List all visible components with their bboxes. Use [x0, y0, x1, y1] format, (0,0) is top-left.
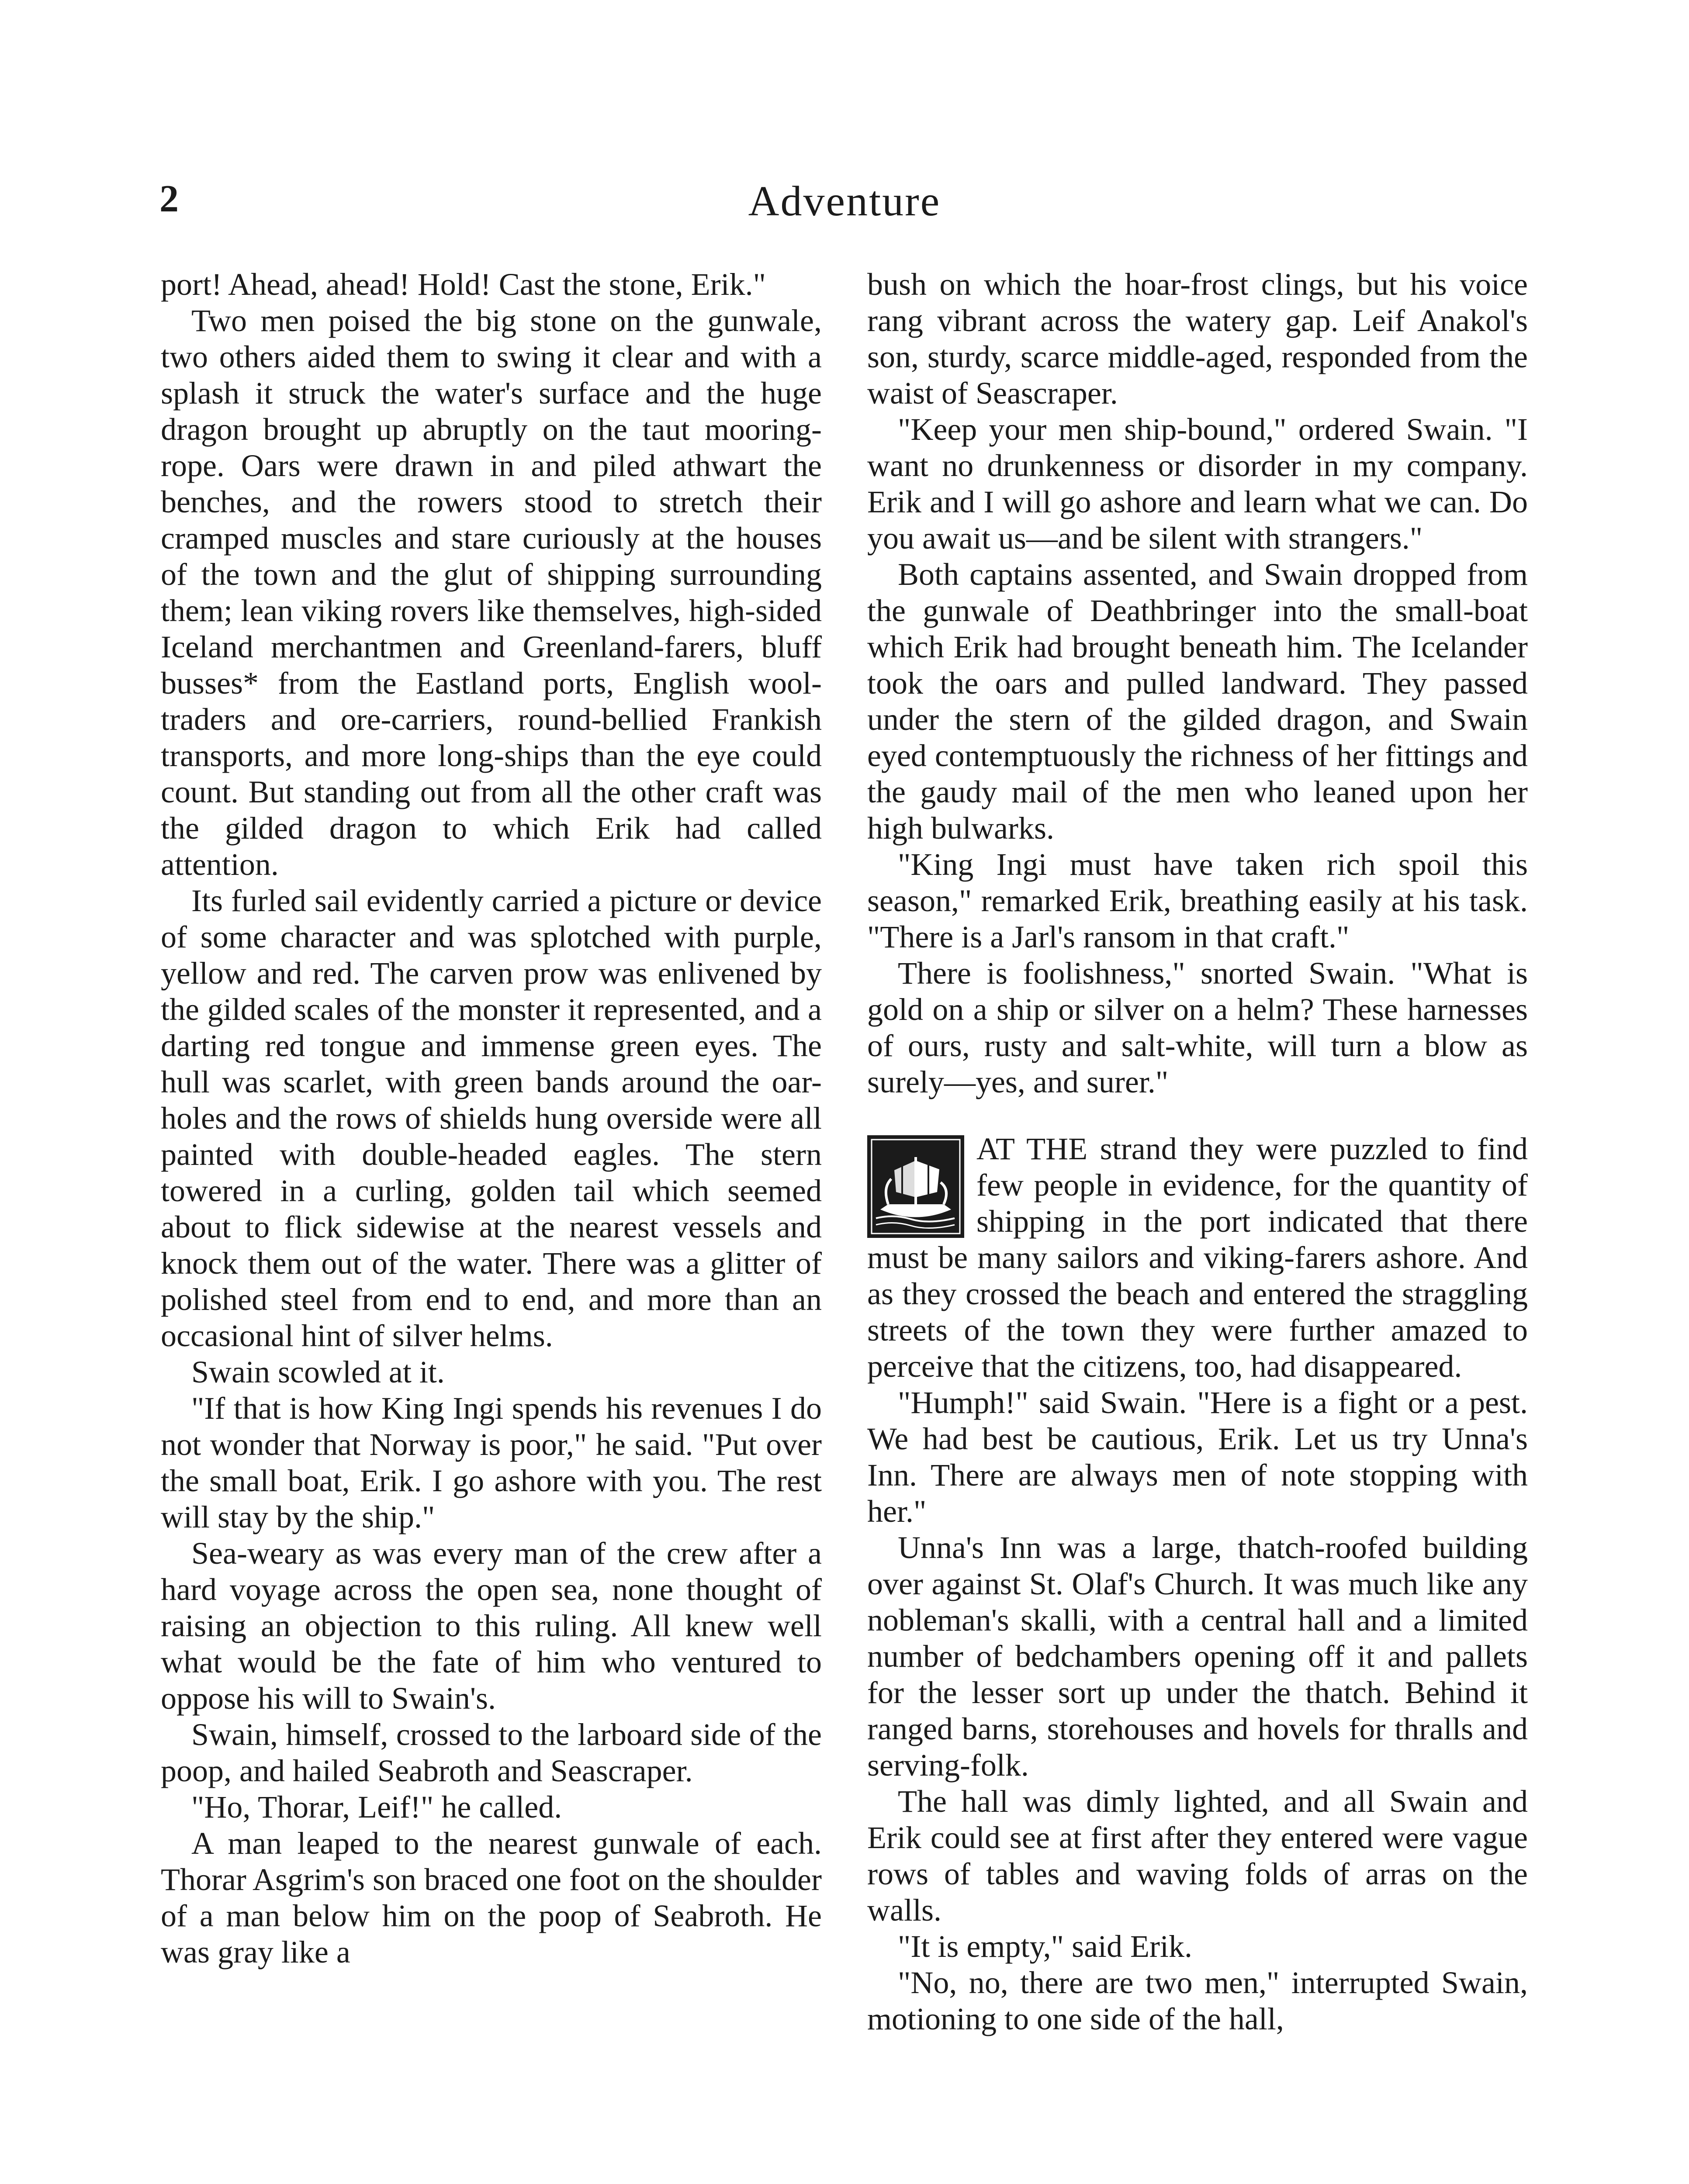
paragraph: Swain scowled at it.: [191, 1355, 445, 1389]
right-column: [867, 266, 1528, 2037]
viking-ship-ornament-icon: [867, 1135, 964, 1238]
paragraph: "No, no, there are two men," interrupted Swain, motioning to one side of the hall,: [867, 1965, 1528, 2036]
paragraph: Both captains assented, and Swain dropped from the gunwale of Deathbringer into the small-boat which Erik had brought beneath him. The Icelander took the oars and pulled landward. They passed under the stern of the gilded dragon, and Swain eyed contemptuously the richness of her fittings and the gaudy mail of the men who leaned upon her high bulwarks.: [867, 557, 1528, 846]
paragraph: "Keep your men ship-bound," ordered Swain. "I want no drunkenness or disorder in my company. Erik and I will go ashore and learn what we can. Do you await us—and be silent with strangers.": [867, 412, 1528, 556]
paragraph: There is foolishness," snorted Swain. "What is gold on a ship or silver on a helm? These harnesses of ours, rusty and salt-white, will turn a blow as surely—yes, and surer.": [867, 956, 1528, 1099]
paragraph: A man leaped to the nearest gunwale of each. Thorar Asgrim's son braced one foot on the shoulder of a man below him on the poop of Seabroth. He was gray like a: [161, 1826, 822, 1970]
page-number: 2: [159, 178, 180, 220]
paragraph: "Humph!" said Swain. "Here is a fight or a pest. We had best be cautious, Erik. Let us try Unna's Inn. There are always men of note stopping with her.": [867, 1385, 1528, 1529]
paragraph: The hall was dimly lighted, and all Swain and Erik could see at first after they entered were vague rows of tables and waving folds of arras on the walls.: [867, 1784, 1528, 1928]
paragraph: AT THE strand they were puzzled to find few people in evidence, for the quantity of shipping in the port indicated that there must be many sailors and viking-farers ashore. And as they crossed the beach and entered the straggling streets of the town they were further amazed to perceive that the citizens, too, had disappeared.: [867, 1131, 1528, 1384]
paragraph: Unna's Inn was a large, thatch-roofed building over against St. Olaf's Church. It was much like any nobleman's skalli, with a central hall and a limited number of bedchambers opening off it and pallets for the lesser sort up under the thatch. Behind it ranged barns, storehouses and hovels for thralls and serving-folk.: [867, 1530, 1528, 1783]
paragraph: Swain, himself, crossed to the larboard side of the poop, and hailed Seabroth and Seascraper.: [161, 1717, 822, 1788]
paragraph: Sea-weary as was every man of the crew after a hard voyage across the open sea, none thought of raising an objection to this ruling. All knew well what would be the fate of him who ventured to oppose his will to Swain's.: [161, 1536, 822, 1716]
paragraph: "It is empty," said Erik.: [898, 1929, 1193, 1964]
paragraph: Two men poised the big stone on the gunwale, two others aided them to swing it clear and with a splash it struck the water's surface and the huge dragon brought up abruptly on the taut mooring-rope. Oars were drawn in and piled athwart the benches, and the rowers stood to stretch their cramped muscles and stare curiously at the houses of the town and the glut of shipping surrounding them; lean viking rovers like themselves, high-sided Iceland merchantmen and Greenland-farers, bluff busses* from the Eastland ports, English wool-traders and ore-carriers, round-bellied Frankish transports, and more long-ships than the eye could count. But standing out from all the other craft was the gilded dragon to which Erik had called attention.: [161, 303, 822, 882]
left-column: [161, 266, 822, 1970]
running-head-title: Adventure: [748, 178, 941, 225]
paragraph: Its furled sail evidently carried a picture or device of some character and was splotched with purple, yellow and red. The carven prow was enlivened by the gilded scales of the monster it represented, and a darting red tongue and immense green eyes. The hull was scarlet, with green bands around the oar-holes and the rows of shields hung overside were all painted with double-headed eagles. The stern towered in a curling, golden tail which seemed about to flick sidewise at the nearest vessels and knock them out of the water. There was a glitter of polished steel from end to end, and more than an occasional hint of silver helms.: [161, 883, 822, 1353]
section-start-paragraph: [867, 1131, 1528, 1385]
paragraph: "If that is how King Ingi spends his revenues I do not wonder that Norway is poor," he said. "Put over the small boat, Erik. I go ashore with you. The rest will stay by the ship.": [161, 1391, 822, 1534]
paragraph: bush on which the hoar-frost clings, but his voice rang vibrant across the watery gap. Leif Anakol's son, sturdy, scarce middle-aged, responded from the waist of Seascraper.: [867, 267, 1528, 411]
paragraph: "King Ingi must have taken rich spoil this season," remarked Erik, breathing easily at his task. "There is a Jarl's ransom in that craft.": [867, 847, 1528, 954]
paragraph: "Ho, Thorar, Leif!" he called.: [191, 1790, 562, 1825]
paragraph: port! Ahead, ahead! Hold! Cast the stone, Erik.": [161, 267, 766, 302]
